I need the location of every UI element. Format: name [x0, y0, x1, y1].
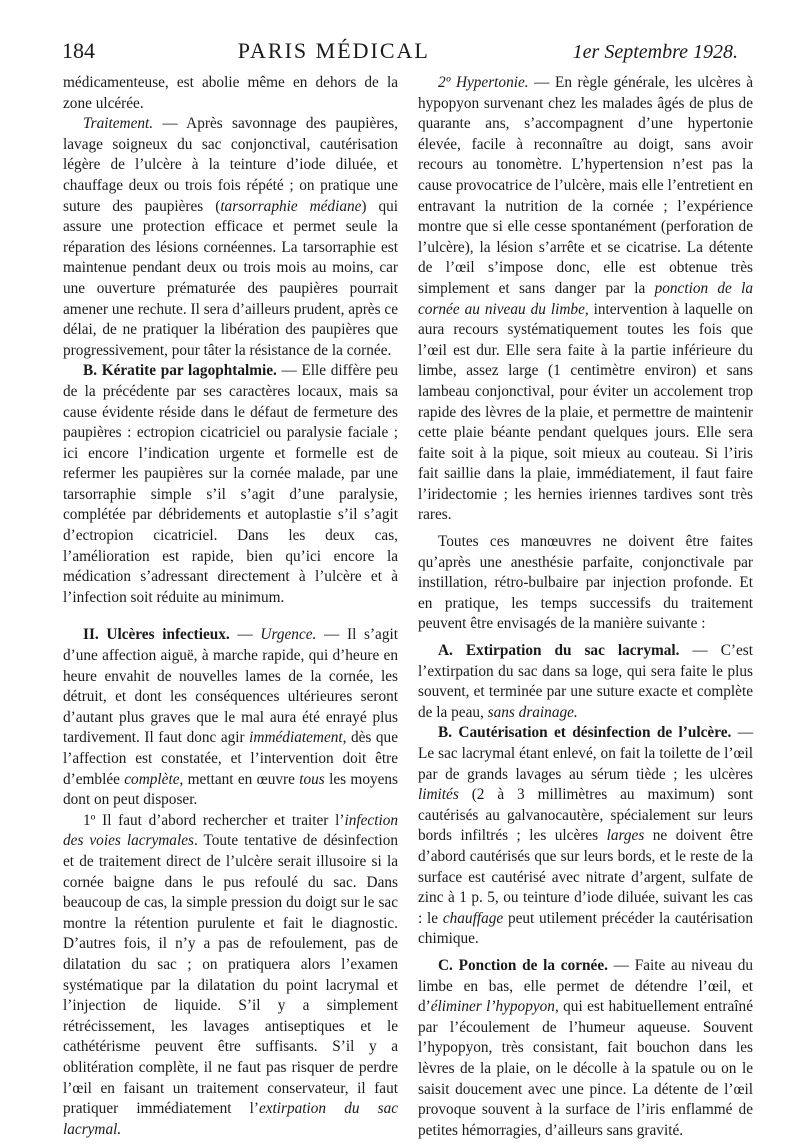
run: — Le sac lacrymal étant enlevé, on fait la toilette de l’œil par de grands lavages au sérum tiède ; les ulcères — [418, 724, 754, 783]
run: — — [229, 626, 261, 644]
run-italic: extirpation du sac lacrymal. — [63, 1100, 399, 1138]
run-heading: 2º Hypertonie. — [438, 74, 529, 91]
page-header — [62, 38, 738, 68]
paragraph: médicamenteuse, est abolie même en dehors de la zone ulcérée. — [63, 74, 398, 112]
left-column — [63, 73, 398, 1140]
paragraph-extirpation — [418, 641, 753, 723]
paragraph-ponction — [418, 956, 753, 1141]
run-italic: sans drainage. — [487, 703, 578, 721]
issue-date: 1er Septembre 1928. — [572, 41, 738, 63]
run: — C’est l’extirpation du sac dans sa loge, qui sera faite le plus souvent, et terminée par une suture exacte et complète de la peau, — [418, 642, 753, 721]
run-italic: infection des voies lacrymales — [63, 811, 398, 850]
run-italic: chauffage — [442, 909, 504, 927]
run-italic: ponction de la cornée au niveau du limbe — [418, 279, 753, 318]
run: peut utilement précéder la cautérisation chimique. — [418, 909, 753, 948]
run: , mettant en œuvre — [179, 770, 300, 788]
paragraph-voies-lacrymales — [63, 811, 398, 1141]
run-heading: B. Kératite par lagophtalmie. — [83, 362, 277, 380]
run-italic: immédiatement — [249, 729, 343, 747]
run-italic: tarsorraphie médiane — [220, 197, 362, 215]
run-italic: limités — [418, 786, 459, 804]
run: , qui est habituellement entraîné par l’écoulement de l’humeur aqueuse. Souvent l’hypopyon, très consistant, fait bouchon dans les lèvres de la plaie, on le décolle à la spatule ou on le saisit doucement avec une pince. La détente de l’œil provoque souvent à la surface de l’iris enflammé de petites hémorragies, d’ailleurs sans gravité. — [418, 998, 753, 1139]
run-italic: larges — [606, 827, 645, 845]
page-number: 184 — [62, 38, 95, 63]
run: , dès que l’affection est constatée, et l’intervention doit être d’emblée — [63, 729, 398, 788]
run-heading: Traitement. — [83, 115, 154, 133]
run: — Il s’agit d’une affection aiguë, à marche rapide, qui d’heure en heure envahit de nouvelles lames de la cornée, les détruit, et dont les conséquences ultérieures seront d’autant plus graves que le mal aura été enrayé plus tardivement. Il faut donc agir — [63, 626, 398, 747]
run: — Après savonnage des paupières, lavage soigneux du sac conjonctival, cautérisation légère de l’ulcère à la teinture d’iode diluée, et chauffage deux ou trois fois répété ; on pratique une suture des paupières ( — [63, 115, 398, 215]
run: ) qui assure une protection efficace et permet seule la réparation des lésions cornéennes. La tarsorraphie est maintenue pendant deux ou trois mois au moins, car une ouverture prématurée des paupières pourrait amener une rechute. Il sera d’ailleurs prudent, après ce délai, de ne pratiquer la libération des paupières que progressivement, pour tâter la résistance de la cornée. — [63, 197, 399, 359]
paragraph-cauterisation — [418, 723, 753, 950]
run: ne doivent être d’abord cautérisés que sur leurs bords, et le reste de la surface est cautérisé avec nitrate d’argent, sulfate de zinc à 1 p. 5, ou teinture d’iode diluée, suivant les cas : le — [418, 827, 754, 927]
run: , intervention à laquelle on aura recours systématiquement toutes les fois que l’œil est dur. Elle sera faite à la partie inférieure du limbe, assez large (1 centimètre environ) et sans lambeau conjonctival, pour éviter un accolement trop rapide des lèvres de la plaie, et permettre de maintenir cette plaie béante pendant quelques jours. Elle sera faite soit à la pique, soit mieux au couteau. Si l’iris fait saillie dans la plaie, immédiatement, il faut faire l’iridectomie ; les hernies iriennes tardives sont très rares. — [418, 300, 753, 524]
paragraph-manoeuvres: Toutes ces manœuvres ne doivent être faites qu’après une anesthésie parfaite, conjonctivale par instillation, rétro-bulbaire par injection profonde. Et en pratique, les temps successifs du traitement peuvent être envisagés de la manière suivante : — [418, 533, 753, 633]
paragraph-ulceres-infectieux — [63, 625, 398, 810]
run-heading: A. Extirpation du sac lacrymal. — [438, 642, 680, 660]
run: — En règle générale, les ulcères à hypopyon survenant chez les malades âgés de plus de quarante ans, s’accompagnent d’une hypertonie élevée, facile à reconnaître au doigt, sans avoir recours au tonomètre. L’hypertension n’est pas la cause provocatrice de l’ulcère, mais elle l’entretient en entravant la nutrition de la cornée ; l’expérience montre que si elle cesse spontanément (perforation de l’ulcère), la lésion s’arrête et se cicatrise. La détente de l’œil s’impose donc, elle est obtenue très simplement et sans danger par la — [418, 74, 753, 297]
run-heading: C. Ponction de la cornée. — [438, 956, 608, 974]
paragraph-traitement — [63, 114, 398, 361]
run-italic: complète — [124, 770, 180, 788]
run-heading: II. Ulcères infectieux. — [83, 626, 230, 644]
run: — Faite au niveau du limbe en bas, elle permet de détendre l’œil, et d’ — [418, 956, 753, 1016]
run: . Toute tentative de désinfection et de traitement direct de l’ulcère serait illusoire si la cornée baigne dans le pus refoulé du sac. Dans beaucoup de cas, la simple pression du doigt sur le sac montre la rétention purulente et fait le diagnostic. D’autres fois, il n’y a pas de refoulement, pas de dilatation du sac ; on pratiquera alors l’examen systématique par la dilatation du point lacrymal et l’injection de liquide. S’il y a simplement rétrécissement, les lavages antiseptiques et le cathétérisme peuvent être suffisants. S’il y a oblitération complète, il ne faut pas risquer de perdre l’œil en faisant un traitement conservateur, il faut pratiquer immédiatement l’ — [63, 832, 398, 1118]
paragraph-hypertonie — [418, 73, 753, 526]
run-italic: Urgence. — [260, 626, 317, 644]
run: les moyens dont on peut disposer. — [63, 770, 399, 809]
run-italic: éliminer l’hypopyon — [430, 998, 555, 1016]
run: — Elle diffère peu de la précédente par ses caractères locaux, mais sa cause évidente réside dans le défaut de fermeture des paupières : ectropion cicatriciel ou paralysie faciale ; ici encore l’indication urgente et formelle est de refermer les paupières sur la cornée malade, par une tarsorraphie simple s’il s’agit d’une paralysie, complétée par débridements et autoplastie s’il s’agit d’ectropion cicatriciel. Dans les deux cas, l’amélioration est rapide, bien qu’ici encore la médication s’adressant directement à l’ulcère et à l’infection soit réduite au minimum. — [63, 362, 398, 606]
run: (2 à 3 millimètres au maximum) sont cautérisés au galvanocautère, spécialement sur leurs bords infiltrés ; les ulcères — [418, 786, 753, 845]
right-column — [418, 73, 753, 1141]
paragraph-keratite — [63, 361, 398, 608]
run-italic: tous — [299, 770, 325, 788]
journal-title: PARIS MÉDICAL — [237, 38, 430, 63]
run-heading: B. Cautérisation et désinfection de l’ulcère. — [438, 724, 732, 742]
run: 1º Il faut d’abord rechercher et traiter l’ — [83, 811, 345, 829]
